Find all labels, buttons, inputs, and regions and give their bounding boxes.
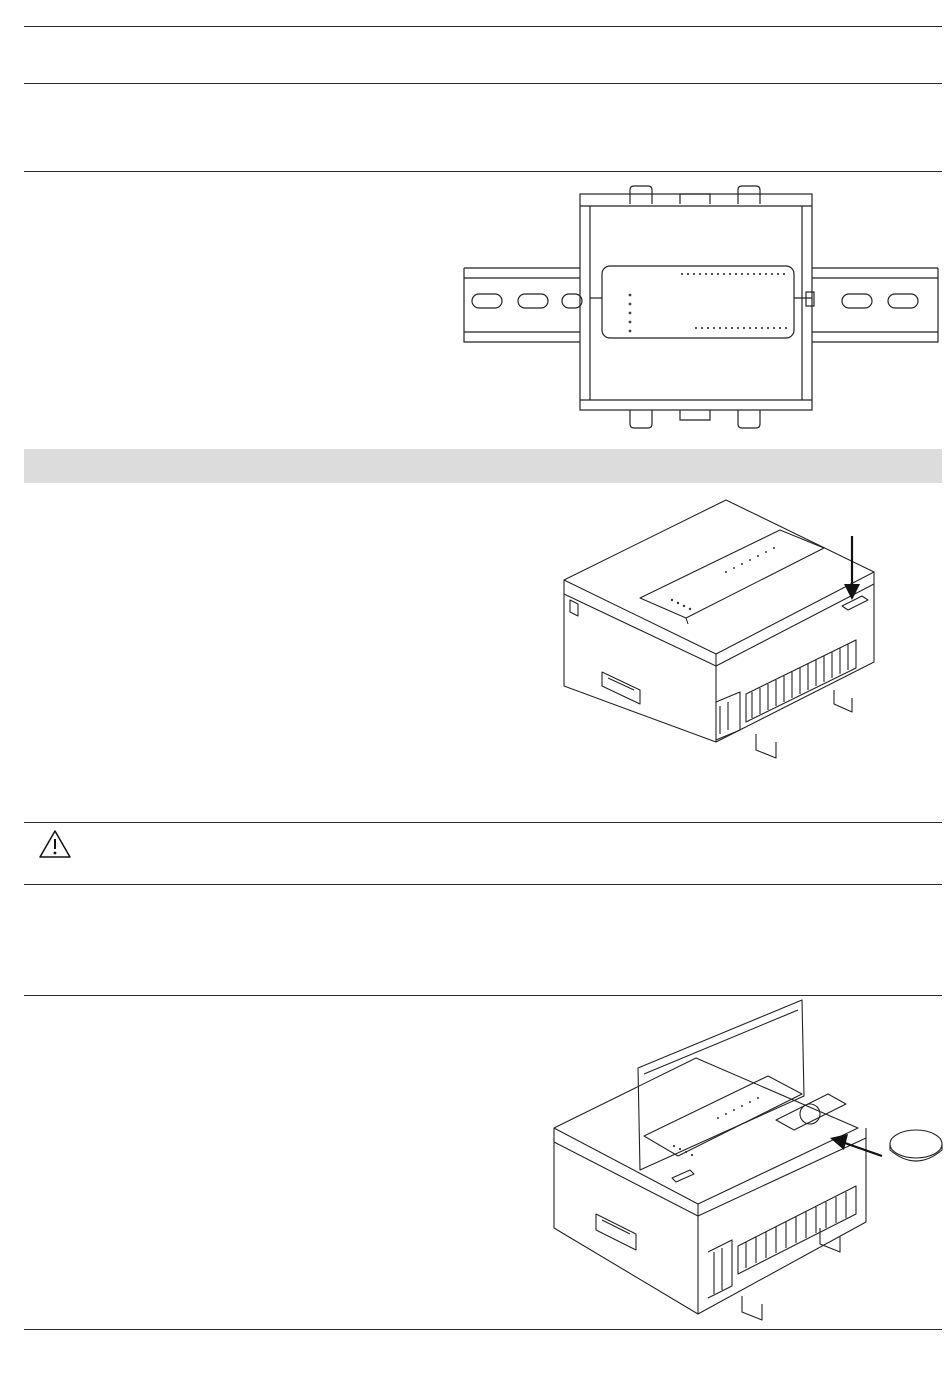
rule-4: [24, 822, 942, 823]
din-rail-mount-figure: [462, 182, 942, 440]
section-band: [24, 449, 942, 483]
rule-5: [24, 884, 942, 885]
rule-1: [24, 26, 942, 27]
rule-7: [24, 1329, 942, 1330]
plc-battery-install-figure: [548, 996, 948, 1326]
warning-triangle-icon: [38, 829, 72, 859]
plc-switch-location-figure: [556, 494, 892, 770]
arrow-icon: [844, 536, 860, 600]
rule-3: [24, 171, 942, 172]
arrow-icon: [830, 1134, 882, 1156]
rule-2: [24, 83, 942, 84]
